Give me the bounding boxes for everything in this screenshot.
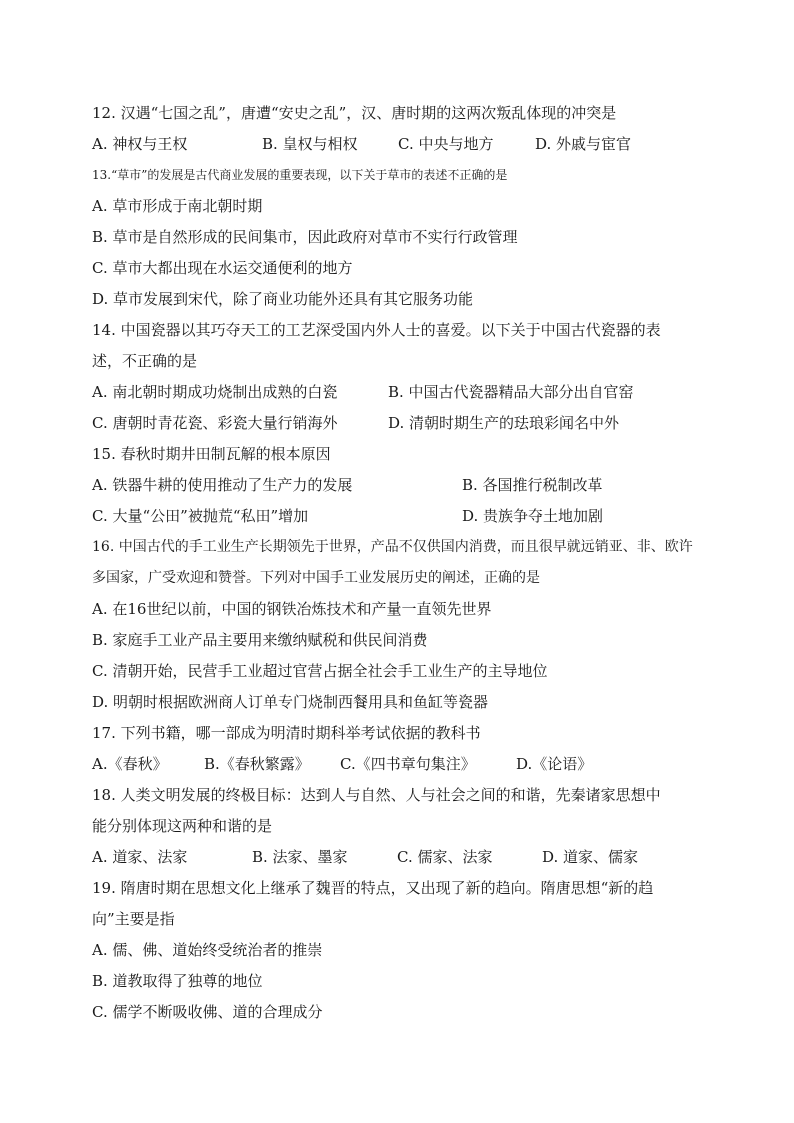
q15-options-row-1	[92, 470, 712, 501]
q12-option-b: B. 皇权与相权	[262, 135, 358, 153]
q17-options	[92, 749, 712, 780]
q12-option-a: A. 神权与王权	[92, 135, 188, 153]
q18-option-c: C. 儒家、法家	[397, 848, 493, 866]
q16-option-c: C. 清朝开始，民营手工业超过官营占据全社会手工业生产的主导地位	[92, 662, 548, 680]
q14-option-a: A. 南北朝时期成功烧制出成熟的白瓷	[92, 383, 338, 401]
q18-option-a: A. 道家、法家	[92, 848, 188, 866]
q19-option-b: B. 道教取得了独尊的地位	[92, 972, 263, 990]
q14-options-row-1	[92, 377, 712, 408]
q19-option-c: C. 儒学不断吸收佛、道的合理成分	[92, 1003, 323, 1021]
q16-option-b: B. 家庭手工业产品主要用来缴纳赋税和供民间消费	[92, 631, 428, 649]
q19-stem-line-1: 19. 隋唐时期在思想文化上继承了魏晋的特点，又出现了新的趋向。隋唐思想“新的趋	[92, 879, 654, 897]
q13-stem: 13.“草市”的发展是古代商业发展的重要表现，以下关于草市的表述不正确的是	[92, 168, 508, 182]
exam-page	[92, 98, 712, 1028]
q12-options	[92, 129, 712, 160]
q12-option-c: C. 中央与地方	[398, 135, 494, 153]
q14-option-d: D. 清朝时期生产的珐琅彩闻名中外	[388, 414, 620, 432]
q13-option-c: C. 草市大都出现在水运交通便利的地方	[92, 259, 353, 277]
q16-stem-line-1: 16. 中国古代的手工业生产长期领先于世界，产品不仅供国内消费，而且很早就远销亚、非、欧许	[92, 539, 693, 555]
q18-option-d: D. 道家、儒家	[542, 848, 639, 866]
q13-option-d: D. 草市发展到宋代，除了商业功能外还具有其它服务功能	[92, 290, 474, 308]
q19-stem-line-2: 向”主要是指	[92, 910, 175, 928]
q15-option-a: A. 铁器牛耕的使用推动了生产力的发展	[92, 476, 353, 494]
q15-option-c: C. 大量“公田”被抛荒“私田”增加	[92, 507, 309, 525]
q15-option-d: D. 贵族争夺土地加剧	[462, 507, 604, 525]
q14-stem-line-1: 14. 中国瓷器以其巧夺天工的工艺深受国内外人士的喜爱。以下关于中国古代瓷器的表	[92, 321, 661, 339]
q16-option-a: A. 在16世纪以前，中国的钢铁冶炼技术和产量一直领先世界	[92, 600, 492, 618]
q16-stem-line-2: 多国家，广受欢迎和赞誉。下列对中国手工业发展历史的阐述，正确的是	[92, 570, 540, 586]
q18-option-b: B. 法家、墨家	[252, 848, 348, 866]
q17-option-c: C.《四书章句集注》	[340, 755, 476, 773]
q18-stem-line-2: 能分别体现这两种和谐的是	[92, 817, 273, 835]
q18-stem-line-1: 18. 人类文明发展的终极目标：达到人与自然、人与社会之间的和谐，先秦诸家思想中	[92, 786, 661, 804]
q18-options	[92, 842, 712, 873]
q19-option-a: A. 儒、佛、道始终受统治者的推崇	[92, 941, 323, 959]
q16-option-d: D. 明朝时根据欧洲商人订单专门烧制西餐用具和鱼缸等瓷器	[92, 693, 489, 711]
q14-stem-line-2: 述，不正确的是	[92, 352, 198, 370]
q17-option-a: A.《春秋》	[92, 755, 168, 773]
q17-stem: 17. 下列书籍，哪一部成为明清时期科举考试依据的教科书	[92, 724, 481, 742]
q15-stem: 15. 春秋时期井田制瓦解的根本原因	[92, 445, 331, 463]
q17-option-d: D.《论语》	[516, 755, 593, 773]
q15-options-row-2	[92, 501, 712, 532]
q14-options-row-2	[92, 408, 712, 439]
q14-option-c: C. 唐朝时青花瓷、彩瓷大量行销海外	[92, 414, 338, 432]
q13-option-a: A. 草市形成于南北朝时期	[92, 197, 263, 215]
q15-option-b: B. 各国推行税制改革	[462, 476, 603, 494]
q17-option-b: B.《春秋繁露》	[204, 755, 310, 773]
q14-option-b: B. 中国古代瓷器精品大部分出自官窑	[388, 383, 634, 401]
q12-option-d: D. 外戚与宦官	[535, 135, 632, 153]
q13-option-b: B. 草市是自然形成的民间集市，因此政府对草市不实行行政管理	[92, 228, 518, 246]
q12-stem: 12. 汉遇“七国之乱”，唐遭“安史之乱”，汉、唐时期的这两次叛乱体现的冲突是	[92, 104, 617, 122]
